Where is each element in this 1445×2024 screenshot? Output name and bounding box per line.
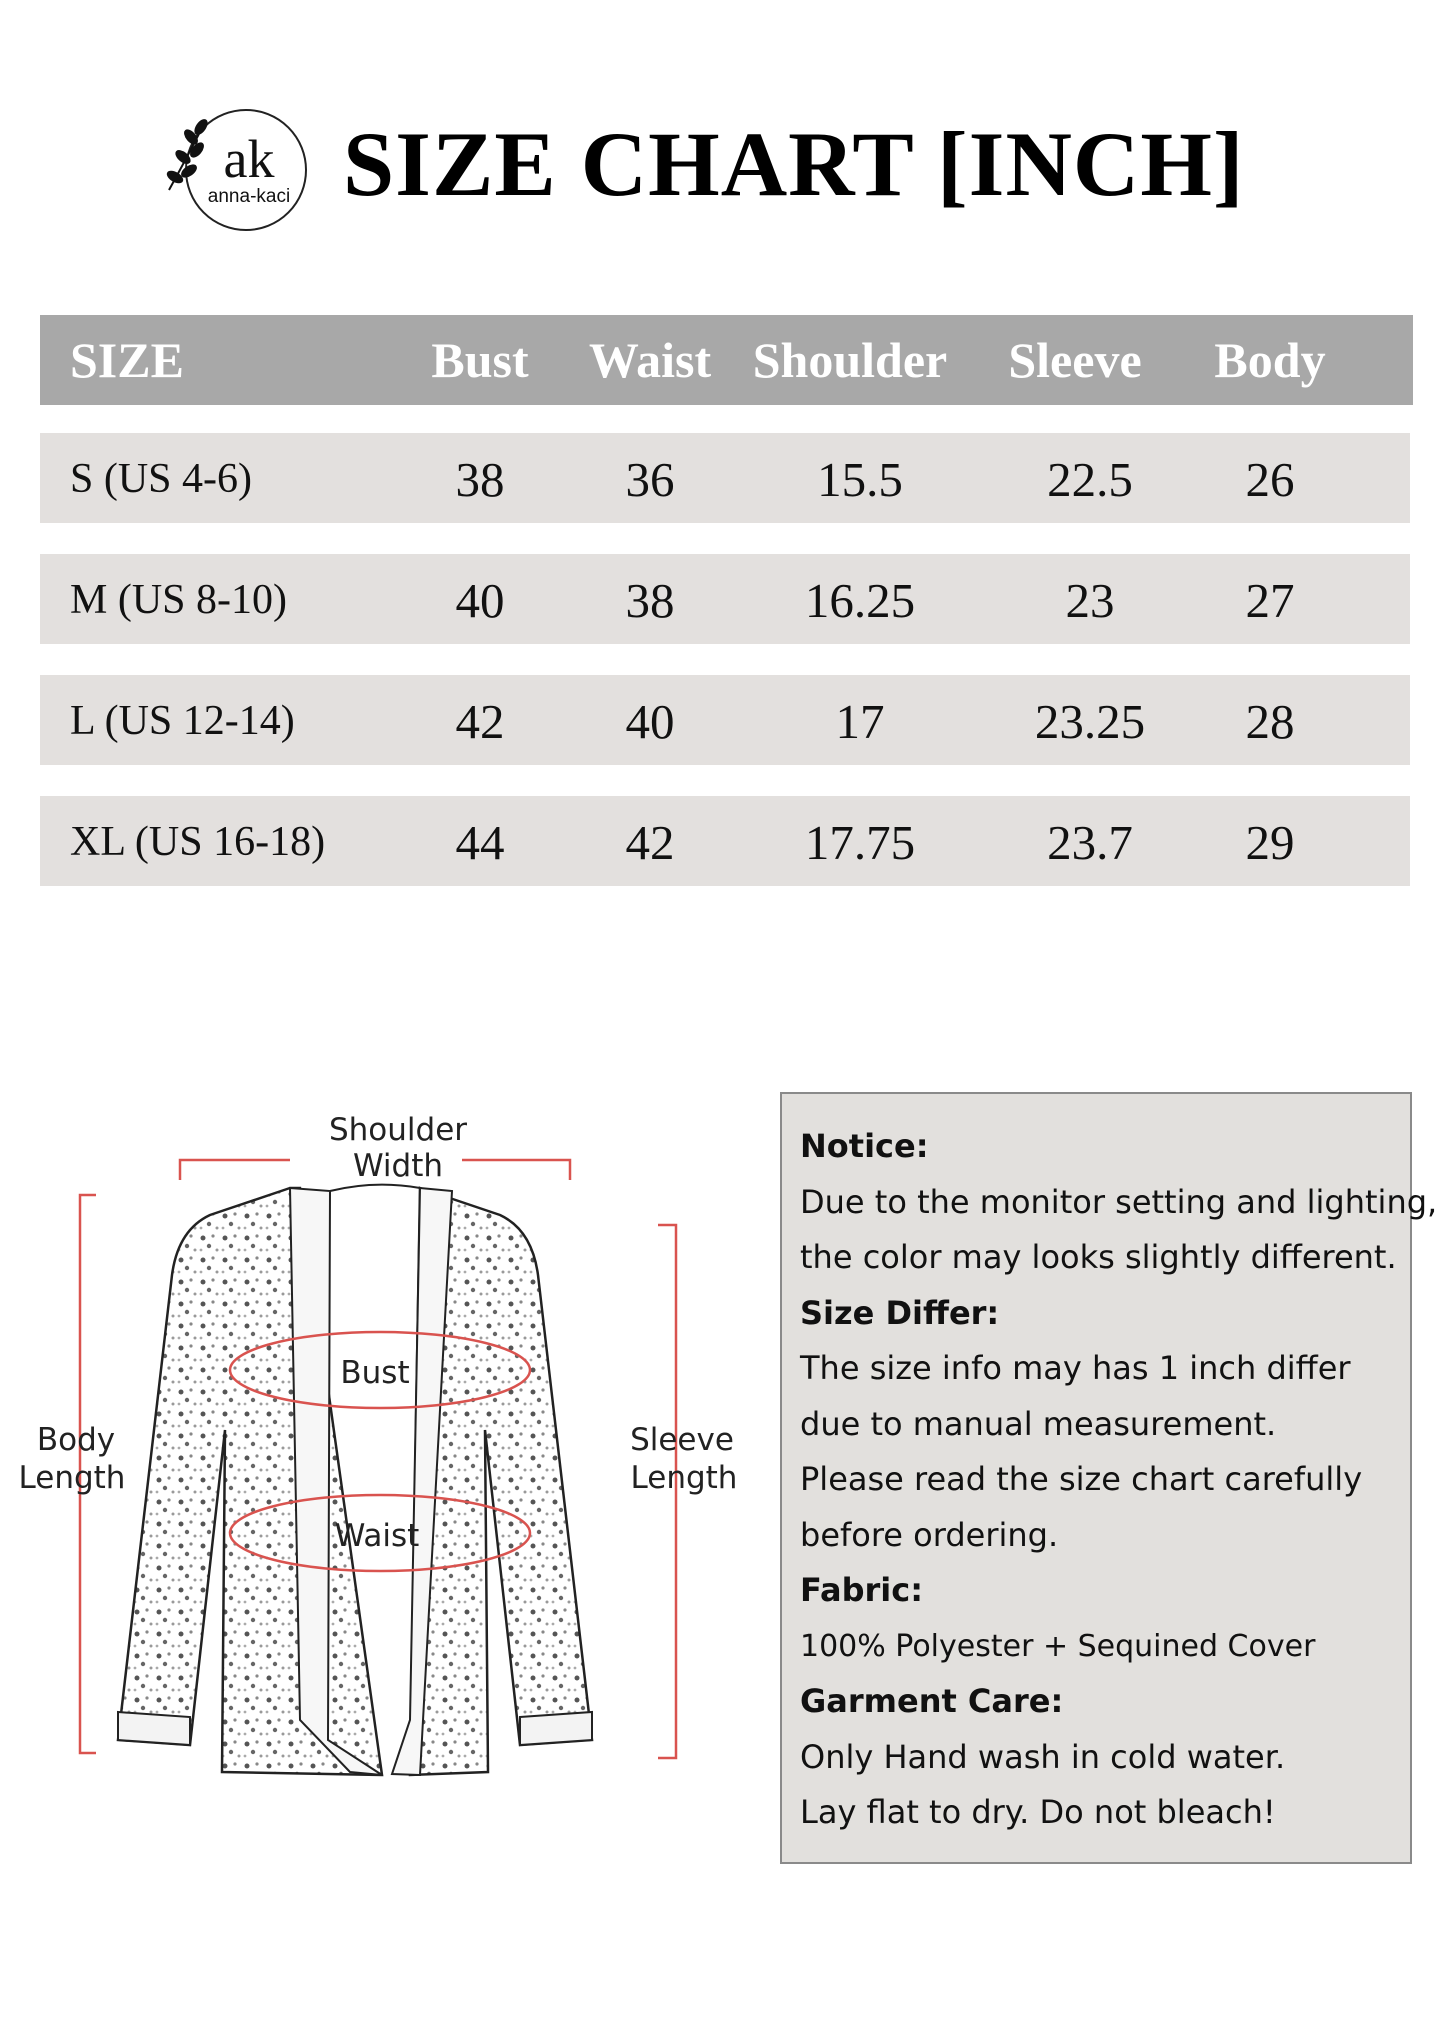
- table-row: [40, 554, 1410, 644]
- notice-box: [780, 1092, 1438, 1864]
- cell-waist: 38: [625, 573, 675, 628]
- cell-size: S (US 4-6): [70, 456, 253, 502]
- cell-size: M (US 8-10): [70, 577, 287, 623]
- notice-text: Due to the monitor setting and lighting,: [800, 1182, 1438, 1221]
- fabric-text: 100% Polyester + Sequined Cover: [800, 1628, 1316, 1664]
- cell-waist: 36: [625, 452, 675, 507]
- notice-text: Lay flat to dry. Do not bleach!: [800, 1793, 1276, 1831]
- shoulder-label-line2: Width: [352, 1148, 444, 1184]
- cell-shoulder: 15.5: [817, 452, 903, 507]
- cell-sleeve: 23: [1065, 573, 1115, 628]
- cell-sleeve: 23.7: [1047, 815, 1133, 870]
- shoulder-label-line1: Shoulder: [328, 1112, 468, 1148]
- cell-bust: 42: [455, 694, 505, 749]
- notice-text: before ordering.: [800, 1515, 1059, 1554]
- cell-waist: 42: [625, 815, 675, 870]
- body-length-label-line1: Body: [36, 1422, 116, 1458]
- body-length-label-line2: Length: [18, 1460, 126, 1496]
- cell-body: 29: [1245, 815, 1295, 870]
- page-title: SIZE CHART [INCH]: [343, 113, 1245, 215]
- cell-bust: 40: [455, 573, 505, 628]
- cell-bust: 44: [455, 815, 505, 870]
- notice-text: the color may looks slightly different.: [800, 1238, 1397, 1276]
- fabric-heading: Fabric:: [800, 1571, 923, 1609]
- header-sleeve: Sleeve: [1008, 332, 1142, 388]
- table-row: [40, 675, 1410, 765]
- logo-text: anna-kaci: [207, 186, 291, 207]
- notice-text: The size info may has 1 inch differ: [800, 1349, 1351, 1387]
- garment-care-heading: Garment Care:: [800, 1682, 1064, 1720]
- notice-text: due to manual measurement.: [800, 1404, 1277, 1443]
- table-row: [40, 796, 1410, 886]
- cell-size: XL (US 16-18): [70, 819, 326, 865]
- cell-shoulder: 17: [835, 694, 885, 749]
- logo-monogram: ak: [223, 129, 275, 189]
- table-header: [40, 315, 1413, 405]
- header-bust: Bust: [431, 332, 529, 388]
- notice-text: Only Hand wash in cold water.: [800, 1737, 1286, 1776]
- cell-sleeve: 22.5: [1047, 452, 1133, 507]
- header-body: Body: [1214, 332, 1326, 388]
- cell-body: 28: [1245, 694, 1295, 749]
- cell-bust: 38: [455, 452, 505, 507]
- header-size: SIZE: [70, 332, 184, 388]
- brand-logo: [161, 105, 316, 235]
- size-differ-heading: Size Differ:: [800, 1293, 1000, 1332]
- waist-label: Waist: [334, 1518, 420, 1554]
- sleeve-length-label-line1: Sleeve: [630, 1422, 734, 1458]
- notice-text: Please read the size chart carefully: [800, 1460, 1363, 1498]
- garment-diagram: [0, 1100, 760, 1840]
- cell-body: 26: [1245, 452, 1295, 507]
- header-waist: Waist: [588, 332, 712, 388]
- header-shoulder: Shoulder: [752, 332, 948, 388]
- cell-waist: 40: [625, 694, 675, 749]
- cell-shoulder: 16.25: [804, 573, 916, 628]
- notice-heading: Notice:: [800, 1127, 929, 1165]
- jacket-illustration: [118, 1185, 592, 1775]
- bust-label: Bust: [340, 1355, 410, 1391]
- cell-sleeve: 23.25: [1034, 694, 1146, 749]
- table-row: [40, 433, 1410, 523]
- cell-shoulder: 17.75: [804, 815, 916, 870]
- cell-body: 27: [1245, 573, 1295, 628]
- cell-size: L (US 12-14): [70, 698, 295, 744]
- sleeve-length-label-line2: Length: [630, 1460, 738, 1496]
